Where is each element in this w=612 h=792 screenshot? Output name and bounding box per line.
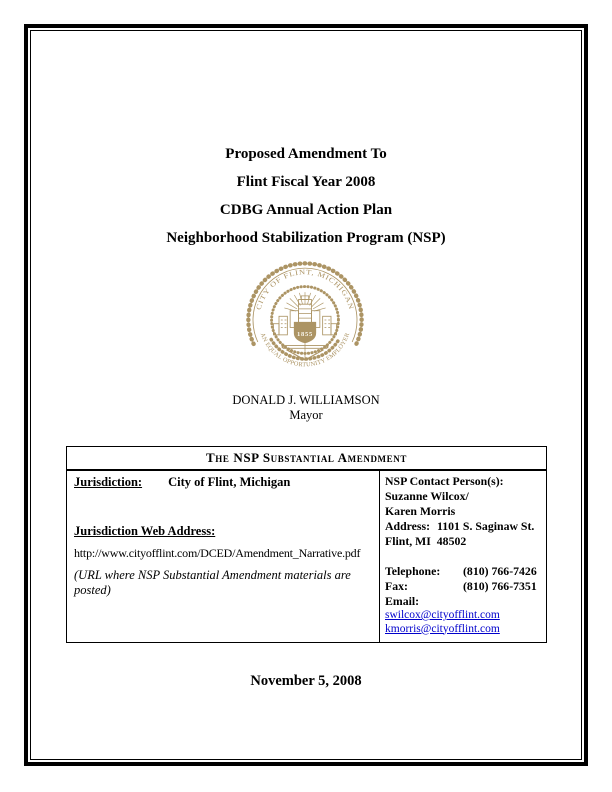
address-row (385, 519, 541, 534)
title-line-4: Neighborhood Stabilization Program (NSP) (166, 230, 446, 246)
address-city: Flint, MI 48502 (385, 534, 467, 548)
contact-name-1: Suzanne Wilcox/ (385, 489, 469, 503)
mayor-title: Mayor (289, 408, 323, 422)
seal-year-text: 1855 (297, 330, 313, 338)
contact-name-2: Karen Morris (385, 504, 456, 518)
telephone-row (385, 564, 541, 579)
telephone-value: (810) 766-7426 (463, 564, 537, 578)
document-date: November 5, 2008 (250, 673, 362, 689)
jurisdiction-value: City of Flint, Michigan (168, 475, 291, 489)
mayor-block (0, 393, 612, 423)
nsp-amendment-table (66, 446, 547, 643)
url-note: (URL where NSP Substantial Amendment materials are posted) (74, 568, 351, 597)
seal-top-arc-text: CITY OF FLINT, MICHIGAN (255, 269, 355, 311)
fax-value: (810) 766-7351 (463, 579, 537, 593)
table-header: The NSP Substantial Amendment (67, 447, 546, 471)
fax-row (385, 579, 541, 594)
email-label: Email: (385, 594, 420, 608)
city-of-flint-seal (240, 255, 370, 385)
contact-cell (380, 471, 546, 642)
title-block (0, 140, 612, 252)
title-line-2: Flint Fiscal Year 2008 (236, 174, 376, 190)
web-address-label: Jurisdiction Web Address: (74, 524, 216, 538)
mayor-name: DONALD J. WILLIAMSON (232, 393, 380, 407)
title-line-1: Proposed Amendment To (225, 146, 387, 162)
address-label: Address: (385, 519, 431, 533)
jurisdiction-cell (67, 471, 380, 642)
seal-bottom-arc-text: AN EQUAL OPPORTUNITY EMPLOYER (258, 332, 352, 369)
title-line-3: CDBG Annual Action Plan (219, 202, 393, 218)
email-link-kmorris[interactable]: kmorris@cityofflint.com (385, 622, 500, 635)
address-value: 1101 S. Saginaw St. (437, 519, 535, 533)
telephone-label: Telephone: (385, 564, 441, 578)
fax-label: Fax: (385, 579, 408, 593)
jurisdiction-row (74, 475, 372, 490)
web-address-url: http://www.cityofflint.com/DCED/Amendment_Narrative.pdf (74, 546, 361, 560)
seal-ribbon (282, 343, 329, 360)
seal-sun-rays (284, 292, 325, 311)
jurisdiction-label: Jurisdiction: (74, 475, 143, 489)
email-link-swilcox[interactable]: swilcox@cityofflint.com (385, 609, 500, 621)
contact-person-label: NSP Contact Person(s): (385, 474, 504, 488)
